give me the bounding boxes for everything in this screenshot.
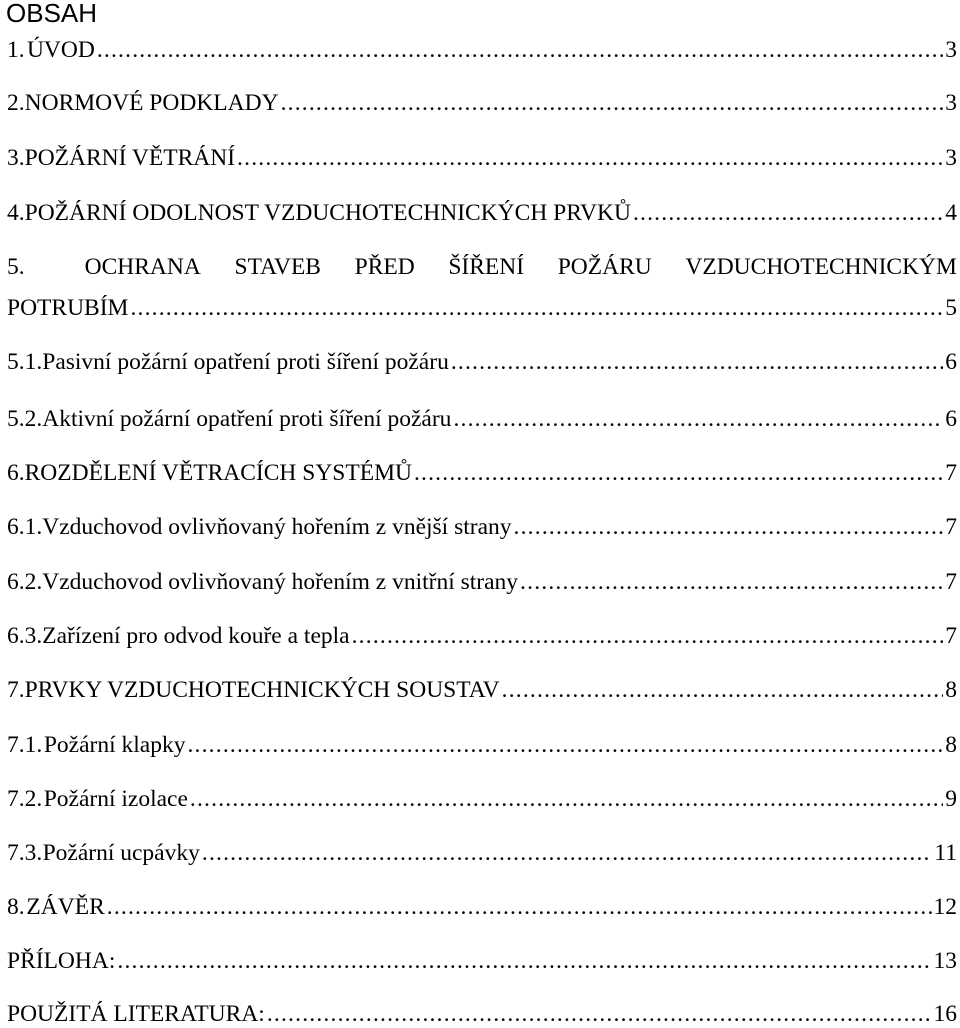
dot-leader: [414, 459, 943, 487]
toc-entry-number: 2.: [7, 90, 25, 116]
dot-leader: [267, 1000, 932, 1028]
toc-entry-number: 6.1.: [7, 514, 43, 540]
toc-entry-title: POŽÁRNÍ ODOLNOST VZDUCHOTECHNICKÝCH PRVKŮ: [24, 200, 631, 226]
dot-leader: [190, 785, 943, 813]
toc-entry-normove-podklady[interactable]: [7, 89, 957, 117]
toc-entry-title: Požární izolace: [43, 786, 188, 812]
toc-entry-number: 5.2.: [7, 406, 43, 432]
toc-entry-pozarni-izolace[interactable]: [7, 785, 957, 813]
toc-entry-pozarni-vetrani[interactable]: [7, 144, 957, 172]
toc-entry-title: Vzduchovod ovlivňovaný hořením z vnější strany: [42, 514, 512, 540]
toc-entry-number: 7.3.: [7, 840, 43, 866]
toc-entry-title-word: POŽÁRU: [557, 254, 652, 280]
toc-entry-pozarni-ucpavky[interactable]: [7, 839, 957, 867]
toc-entry-title: POTRUBÍM: [7, 295, 129, 321]
toc-entry-page: 7: [945, 460, 957, 486]
toc-entry-title: POŽÁRNÍ VĚTRÁNÍ: [24, 145, 236, 171]
toc-entry-page: 16: [933, 1001, 957, 1027]
toc-entry-aktivni-opatreni[interactable]: [7, 405, 957, 433]
toc-entry-number: 7.2.: [7, 786, 43, 812]
toc-entry-pasivni-opatreni[interactable]: [7, 348, 957, 376]
toc-entry-title-word: VZDUCHOTECHNICKÝM: [685, 254, 957, 280]
toc-entry-pouzita-literatura[interactable]: [7, 1000, 957, 1028]
toc-entry-title: Požární klapky: [43, 732, 186, 758]
toc-entry-number: 5.: [7, 254, 25, 280]
toc-entry-title: Aktivní požární opatření proti šíření požáru: [42, 406, 452, 432]
toc-entry-number: 6.2.: [7, 569, 43, 595]
toc-entry-page: 9: [945, 786, 957, 812]
toc-entry-title: Zařízení pro odvod kouře a tepla: [42, 623, 350, 649]
toc-entry-title: ZÁVĚR: [26, 894, 105, 920]
toc-entry-number: 7.1.: [7, 732, 43, 758]
toc-entry-title: Požární ucpávky: [42, 840, 200, 866]
toc-entry-title-word: STAVEB: [234, 254, 321, 280]
toc-entry-title: POUŽITÁ LITERATURA:: [7, 1001, 265, 1027]
toc-entry-title-word: ŠÍŘENÍ: [448, 254, 525, 280]
toc-entry-ochrana-staveb-line1[interactable]: [7, 253, 957, 281]
dot-leader: [451, 348, 943, 376]
toc-entry-title: Pasivní požární opatření proti šíření požáru: [42, 349, 449, 375]
dot-leader: [633, 199, 943, 227]
toc-entry-number: 8.: [7, 894, 25, 920]
toc-entry-page: 3: [945, 90, 957, 116]
toc-entry-page: 13: [933, 948, 957, 974]
toc-entry-pozarni-klapky[interactable]: [7, 731, 957, 759]
toc-entry-title: ROZDĚLENÍ VĚTRACÍCH SYSTÉMŮ: [24, 460, 412, 486]
toc-entry-pozarni-odolnost[interactable]: [7, 199, 957, 227]
toc-entry-number: 1.: [7, 37, 25, 63]
dot-leader: [352, 622, 944, 650]
dot-leader: [237, 144, 943, 172]
dot-leader: [117, 947, 931, 975]
toc-entry-page: 8: [945, 677, 957, 703]
toc-entry-title: PRVKY VZDUCHOTECHNICKÝCH SOUSTAV: [24, 677, 500, 703]
toc-entry-ochrana-staveb-line2[interactable]: [7, 294, 957, 322]
toc-entry-page: 8: [945, 732, 957, 758]
toc-entry-title: ÚVOD: [26, 37, 95, 63]
toc-heading: OBSAH: [6, 0, 98, 28]
toc-entry-number: 5.1.: [7, 349, 43, 375]
dot-leader: [453, 405, 943, 433]
toc-entry-page: 3: [945, 37, 957, 63]
dot-leader: [281, 89, 944, 117]
toc-entry-number: 3.: [7, 145, 25, 171]
toc-entry-number: 6.3.: [7, 623, 43, 649]
dot-leader: [107, 893, 932, 921]
dot-leader: [130, 294, 943, 322]
toc-entry-page: 12: [933, 894, 957, 920]
toc-entry-page: 11: [934, 840, 957, 866]
toc-entry-title-word: PŘED: [354, 254, 415, 280]
dot-leader: [187, 731, 943, 759]
toc-entry-page: 3: [945, 145, 957, 171]
toc-entry-title: NORMOVÉ PODKLADY: [24, 90, 279, 116]
toc-entry-title: PŘÍLOHA:: [7, 948, 116, 974]
toc-entry-number: 6.: [7, 460, 25, 486]
toc-entry-page: 4: [945, 200, 957, 226]
toc-entry-prvky-soustav[interactable]: [7, 676, 957, 704]
dot-leader: [520, 568, 943, 596]
dot-leader: [514, 513, 944, 541]
toc-entry-page: 7: [945, 514, 957, 540]
toc-entry-number: 4.: [7, 200, 25, 226]
toc-entry-rozdeleni-systemu[interactable]: [7, 459, 957, 487]
toc-entry-priloha[interactable]: [7, 947, 957, 975]
dot-leader: [97, 36, 943, 64]
toc-entry-title-word: OCHRANA: [84, 254, 201, 280]
toc-entry-zaver[interactable]: [7, 893, 957, 921]
toc-entry-page: 5: [945, 295, 957, 321]
toc-entry-vzduchovod-vnejsi[interactable]: [7, 513, 957, 541]
toc-entry-page: 7: [945, 569, 957, 595]
dot-leader: [502, 676, 944, 704]
toc-entry-page: 6: [945, 349, 957, 375]
toc-entry-page: 6: [945, 406, 957, 432]
dot-leader: [202, 839, 932, 867]
toc-entry-title: Vzduchovod ovlivňovaný hořením z vnitřní strany: [42, 569, 519, 595]
toc-entry-uvod[interactable]: [7, 36, 957, 64]
toc-entry-page: 7: [945, 623, 957, 649]
toc-entry-number: 7.: [7, 677, 25, 703]
toc-entry-odvod-koure[interactable]: [7, 622, 957, 650]
toc-entry-vzduchovod-vnitrni[interactable]: [7, 568, 957, 596]
